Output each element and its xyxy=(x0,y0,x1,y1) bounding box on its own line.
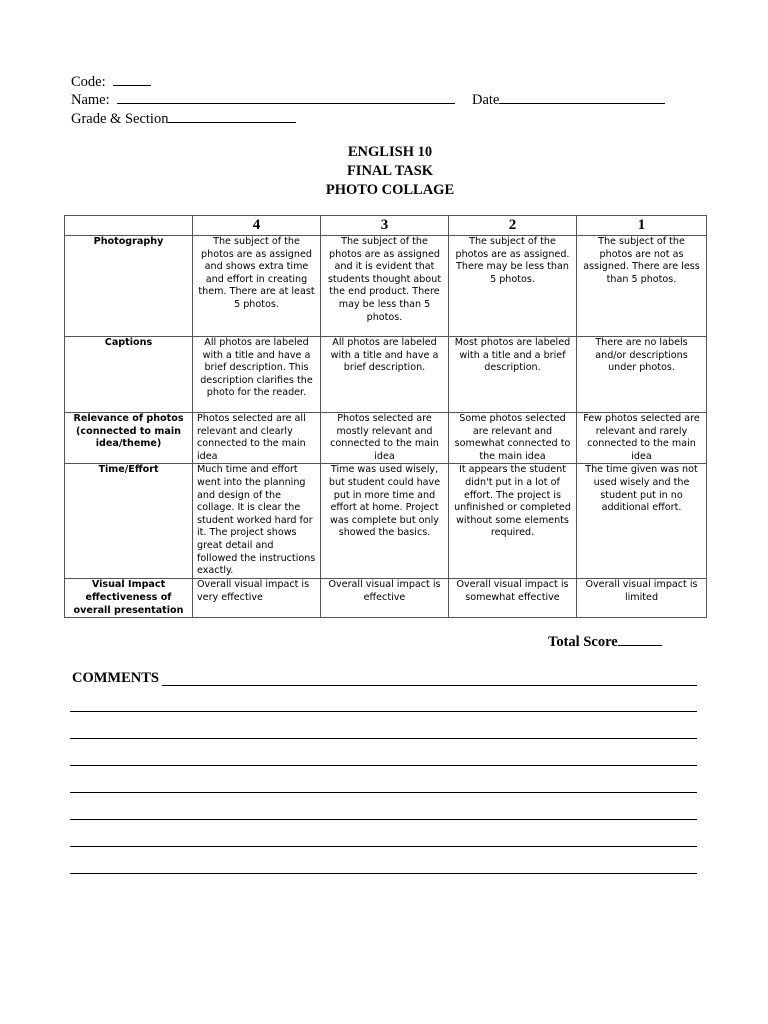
total-score-blank[interactable] xyxy=(618,645,662,646)
criteria-header-cell xyxy=(65,216,193,236)
rubric-cell: Photos selected are mostly relevant and connected to the main idea xyxy=(321,413,449,464)
rubric-cell: Overall visual impact is limited xyxy=(577,579,707,618)
title-task: FINAL TASK xyxy=(346,163,434,179)
comments-line[interactable] xyxy=(70,873,697,874)
rubric-cell: Overall visual impact is very effective xyxy=(193,579,321,618)
code-field xyxy=(71,73,151,91)
score-header-2: 2 xyxy=(449,216,577,236)
comments-line[interactable] xyxy=(70,792,697,793)
table-row xyxy=(65,337,707,413)
document-title xyxy=(0,143,768,200)
grade-section-blank[interactable] xyxy=(168,122,296,123)
rubric-table xyxy=(64,215,707,618)
rubric-cell: All photos are labeled with a title and have a brief description. This description clarifies the photo for the reader. xyxy=(193,337,321,413)
comments-line[interactable] xyxy=(162,685,697,686)
criterion-cell: Relevance of photos (connected to main idea/theme) xyxy=(65,413,193,464)
comments-line[interactable] xyxy=(70,711,697,712)
rubric-cell: Overall visual impact is effective xyxy=(321,579,449,618)
comments-line[interactable] xyxy=(70,765,697,766)
rubric-cell: It appears the student didn't put in a lot of effort. The project is unfinished or completed without some elements required. xyxy=(449,464,577,579)
comments-line[interactable] xyxy=(70,819,697,820)
rubric-cell: Few photos selected are relevant and rarely connected to the main idea xyxy=(577,413,707,464)
code-label: Code: xyxy=(71,74,106,90)
name-label: Name: xyxy=(71,92,110,108)
criterion-cell: Photography xyxy=(65,236,193,337)
rubric-cell: There are no labels and/or descriptions under photos. xyxy=(577,337,707,413)
grade-section-label: Grade & Section xyxy=(71,111,169,127)
total-score-field xyxy=(548,634,662,651)
table-row xyxy=(65,236,707,337)
comments-line[interactable] xyxy=(70,738,697,739)
rubric-cell: The subject of the photos are as assigned. There may be less than 5 photos. xyxy=(449,236,577,337)
table-row xyxy=(65,413,707,464)
name-blank[interactable] xyxy=(117,103,455,104)
score-header-3: 3 xyxy=(321,216,449,236)
total-score-label: Total Score xyxy=(548,634,618,650)
rubric-cell: Most photos are labeled with a title and a brief description. xyxy=(449,337,577,413)
rubric-cell: All photos are labeled with a title and have a brief description. xyxy=(321,337,449,413)
rubric-cell: The time given was not used wisely and the student put in no additional effort. xyxy=(577,464,707,579)
table-row xyxy=(65,579,707,618)
date-label: Date xyxy=(472,92,500,108)
criterion-cell: Captions xyxy=(65,337,193,413)
score-header-1: 1 xyxy=(577,216,707,236)
rubric-cell: Photos selected are all relevant and clearly connected to the main idea xyxy=(193,413,321,464)
comments-label: COMMENTS xyxy=(72,670,159,686)
date-field xyxy=(472,91,665,109)
title-project: PHOTO COLLAGE xyxy=(325,182,455,198)
comments-line[interactable] xyxy=(70,846,697,847)
score-header-4: 4 xyxy=(193,216,321,236)
rubric-cell: Much time and effort went into the planning and design of the collage. It is clear the student worked hard for it. The project shows great detail and followed the instructions exactly. xyxy=(193,464,321,579)
name-field xyxy=(71,91,455,109)
rubric-cell: The subject of the photos are not as assigned. There are less than 5 photos. xyxy=(577,236,707,337)
score-header-row xyxy=(65,216,707,236)
rubric-cell: Overall visual impact is somewhat effective xyxy=(449,579,577,618)
code-blank[interactable] xyxy=(113,85,151,86)
grade-section-field xyxy=(71,110,296,128)
title-course: ENGLISH 10 xyxy=(347,144,433,160)
criterion-cell: Visual Impact effectiveness of overall presentation xyxy=(65,579,193,618)
rubric-cell: Some photos selected are relevant and somewhat connected to the main idea xyxy=(449,413,577,464)
rubric-cell: The subject of the photos are as assigned and it is evident that students thought about the end product. There may be less than 5 photos. xyxy=(321,236,449,337)
rubric-cell: Time was used wisely, but student could have put in more time and effort at home. Project was complete but only showed the basics. xyxy=(321,464,449,579)
date-blank[interactable] xyxy=(499,103,665,104)
table-row xyxy=(65,464,707,579)
criterion-cell: Time/Effort xyxy=(65,464,193,579)
rubric-cell: The subject of the photos are as assigned and shows extra time and effort in creating them. There are at least 5 photos. xyxy=(193,236,321,337)
